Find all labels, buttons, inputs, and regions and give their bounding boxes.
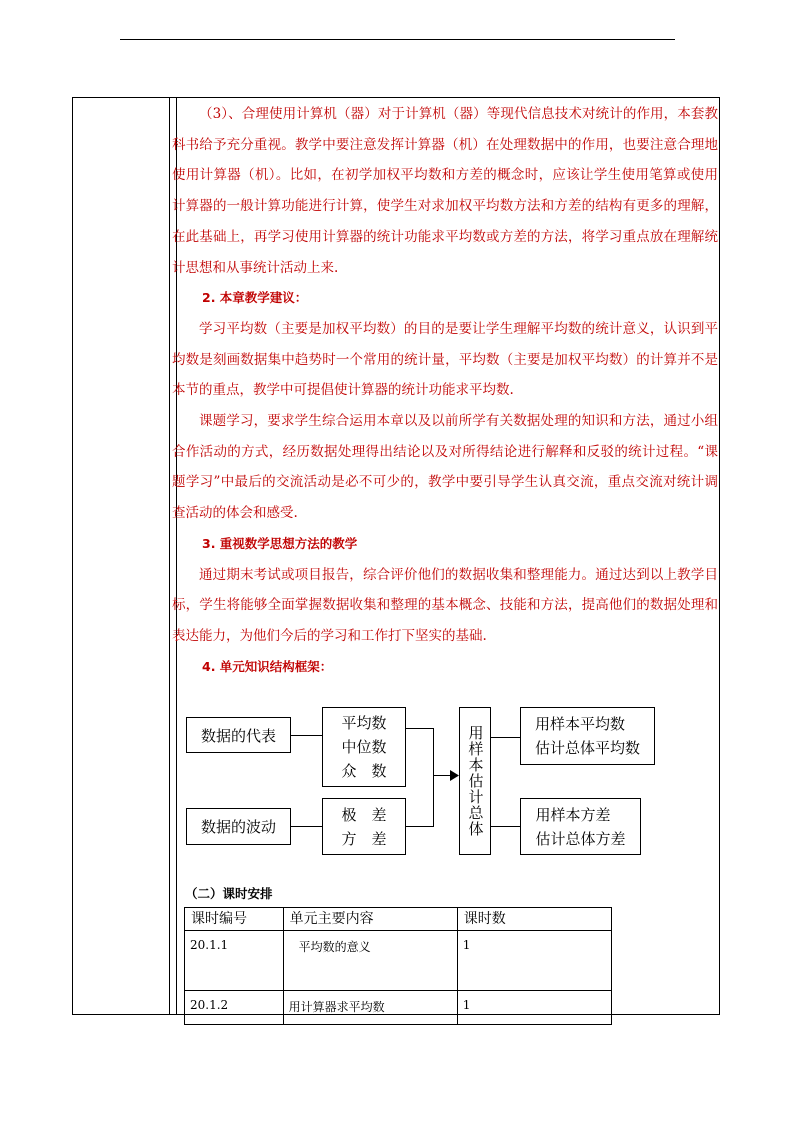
table-header-row bbox=[185, 908, 612, 931]
output-line: 估计总体方差 bbox=[535, 829, 626, 848]
schedule-title: （二）课时安排 bbox=[185, 886, 273, 901]
heading-teaching-suggestions: 2. 本章教学建议： bbox=[202, 290, 308, 306]
output-line: 估计总体平均数 bbox=[534, 739, 640, 757]
box-label: 用样本估计总体 bbox=[466, 725, 485, 837]
item-range: 极 差 bbox=[341, 805, 387, 824]
teaching-content bbox=[172, 97, 718, 682]
header-cell: 课时数 bbox=[457, 908, 611, 931]
cell-lesson-id: 20.1.2 bbox=[185, 991, 284, 1025]
item-median: 中位数 bbox=[341, 738, 387, 756]
heading-knowledge-framework: 4. 单元知识结构框架： bbox=[202, 658, 333, 674]
cell-hours: 1 bbox=[457, 931, 611, 991]
header-cell: 单元主要内容 bbox=[283, 908, 457, 931]
schedule-table bbox=[184, 907, 612, 1025]
paragraph-topic-study: 课题学习，要求学生综合运用本章以及以前所学有关数据处理的知识和方法，通过小组合作活动的方式，经历数据处理得出结论以及对所得结论进行解释和反驳的统计过程。“课题学习”中最后的交流活动是必不可少的，教学中要引导学生认真交流，重点交流对统计调查活动的体会和感受. bbox=[172, 413, 718, 522]
paragraph-calculator-use: （3）、合理使用计算机（器）对于计算机（器）等现代信息技术对统计的作用，本套教科书给予充分重视。教学中要注意发挥计算器（机）在处理数据中的作用，也要注意合理地使用计算器（机）。比如，在初学加权平均数和方差的概念时，应该让学生使用笔算或使用计算器的一般计算功能进行计算，使学生对求加权平均数方法和方差的结构有更多的理解，在此基础上，再学习使用计算器的统计功能求平均数或方差的方法，将学习重点放在理解统计思想和从事统计活动上来. bbox=[172, 106, 718, 276]
cell-content: 用计算器求平均数 bbox=[283, 991, 457, 1025]
cell-hours: 1 bbox=[457, 991, 611, 1025]
header-cell: 课时编号 bbox=[185, 908, 284, 931]
item-variance: 方 差 bbox=[341, 829, 387, 848]
heading-math-thinking: 3. 重视数学思想方法的教学 bbox=[202, 535, 358, 551]
paragraph-evaluation: 通过期末考试或项目报告，综合评价他们的数据收集和整理能力。通过达到以上教学目标，学生将能够全面掌握数据收集和整理的基本概念、技能和方法，提高他们的数据处理和表达能力，为他们今后的学习和工作打下坚实的基础. bbox=[172, 566, 718, 644]
output-line: 用样本方差 bbox=[535, 805, 611, 824]
item-mode: 众 数 bbox=[341, 762, 387, 780]
item-mean: 平均数 bbox=[341, 714, 387, 732]
column-divider bbox=[169, 98, 170, 1014]
cell-lesson-id: 20.1.1 bbox=[185, 931, 284, 991]
table-row bbox=[185, 931, 612, 991]
box-label: 数据的波动 bbox=[200, 818, 276, 836]
box-label: 数据的代表 bbox=[200, 726, 276, 745]
paragraph-average-purpose: 学习平均数（主要是加权平均数）的目的是要让学生理解平均数的统计意义，认识到平均数是刻画数据集中趋势时一个常用的统计量，平均数（主要是加权平均数）的计算并不是本节的重点，教学中可提倡使计算器的统计功能求平均数. bbox=[172, 320, 718, 399]
table-row bbox=[185, 991, 612, 1025]
cell-content: 平均数的意义 bbox=[283, 931, 457, 991]
header-rule bbox=[120, 39, 675, 40]
output-line: 用样本平均数 bbox=[534, 715, 625, 733]
